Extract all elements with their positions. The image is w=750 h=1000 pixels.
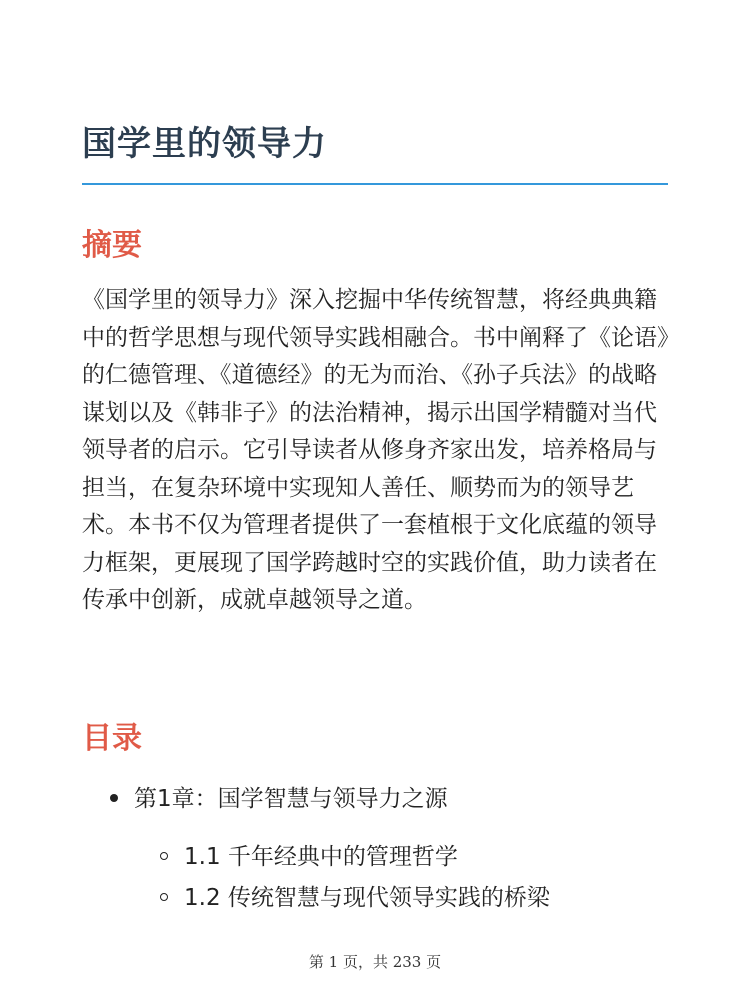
toc-chapter-1[interactable] <box>110 780 448 813</box>
toc-heading: 目录 <box>82 721 142 756</box>
abstract-paragraph: 《国学里的领导力》深入挖掘中华传统智慧，将经典典籍中的哲学思想与现代领导实践相融合。书中阐释了《论语》的仁德管理、《道德经》的无为而治、《孙子兵法》的战略谋划以及《韩非子》的法治精神，揭示出国学精髓对当代领导者的启示。它引导读者从修身齐家出发，培养格局与担当，在复杂环境中实现知人善任、顺势而为的领导艺术。本书不仅为管理者提供了一套植根于文化底蕴的领导力框架，更展现了国学跨越时空的实践价值，助力读者在传承中创新，成就卓越领导之道。 <box>82 287 669 613</box>
page-footer: 第 1 页，共 233 页 <box>308 953 442 971</box>
toc-section-label: 1.2 传统智慧与现代领导实践的桥梁 <box>184 885 550 911</box>
document-title: 国学里的领导力 <box>82 124 327 164</box>
toc-section-1-1[interactable] <box>160 838 458 871</box>
toc-chapter-label: 第1章：国学智慧与领导力之源 <box>134 786 448 812</box>
bullet-dot-icon <box>110 794 118 802</box>
toc-section-label: 1.1 千年经典中的管理哲学 <box>184 844 458 870</box>
abstract-heading: 摘要 <box>82 228 142 263</box>
toc-section-1-2[interactable] <box>160 879 550 912</box>
title-divider <box>82 183 668 185</box>
bullet-circle-icon <box>160 893 168 901</box>
bullet-circle-icon <box>160 852 168 860</box>
